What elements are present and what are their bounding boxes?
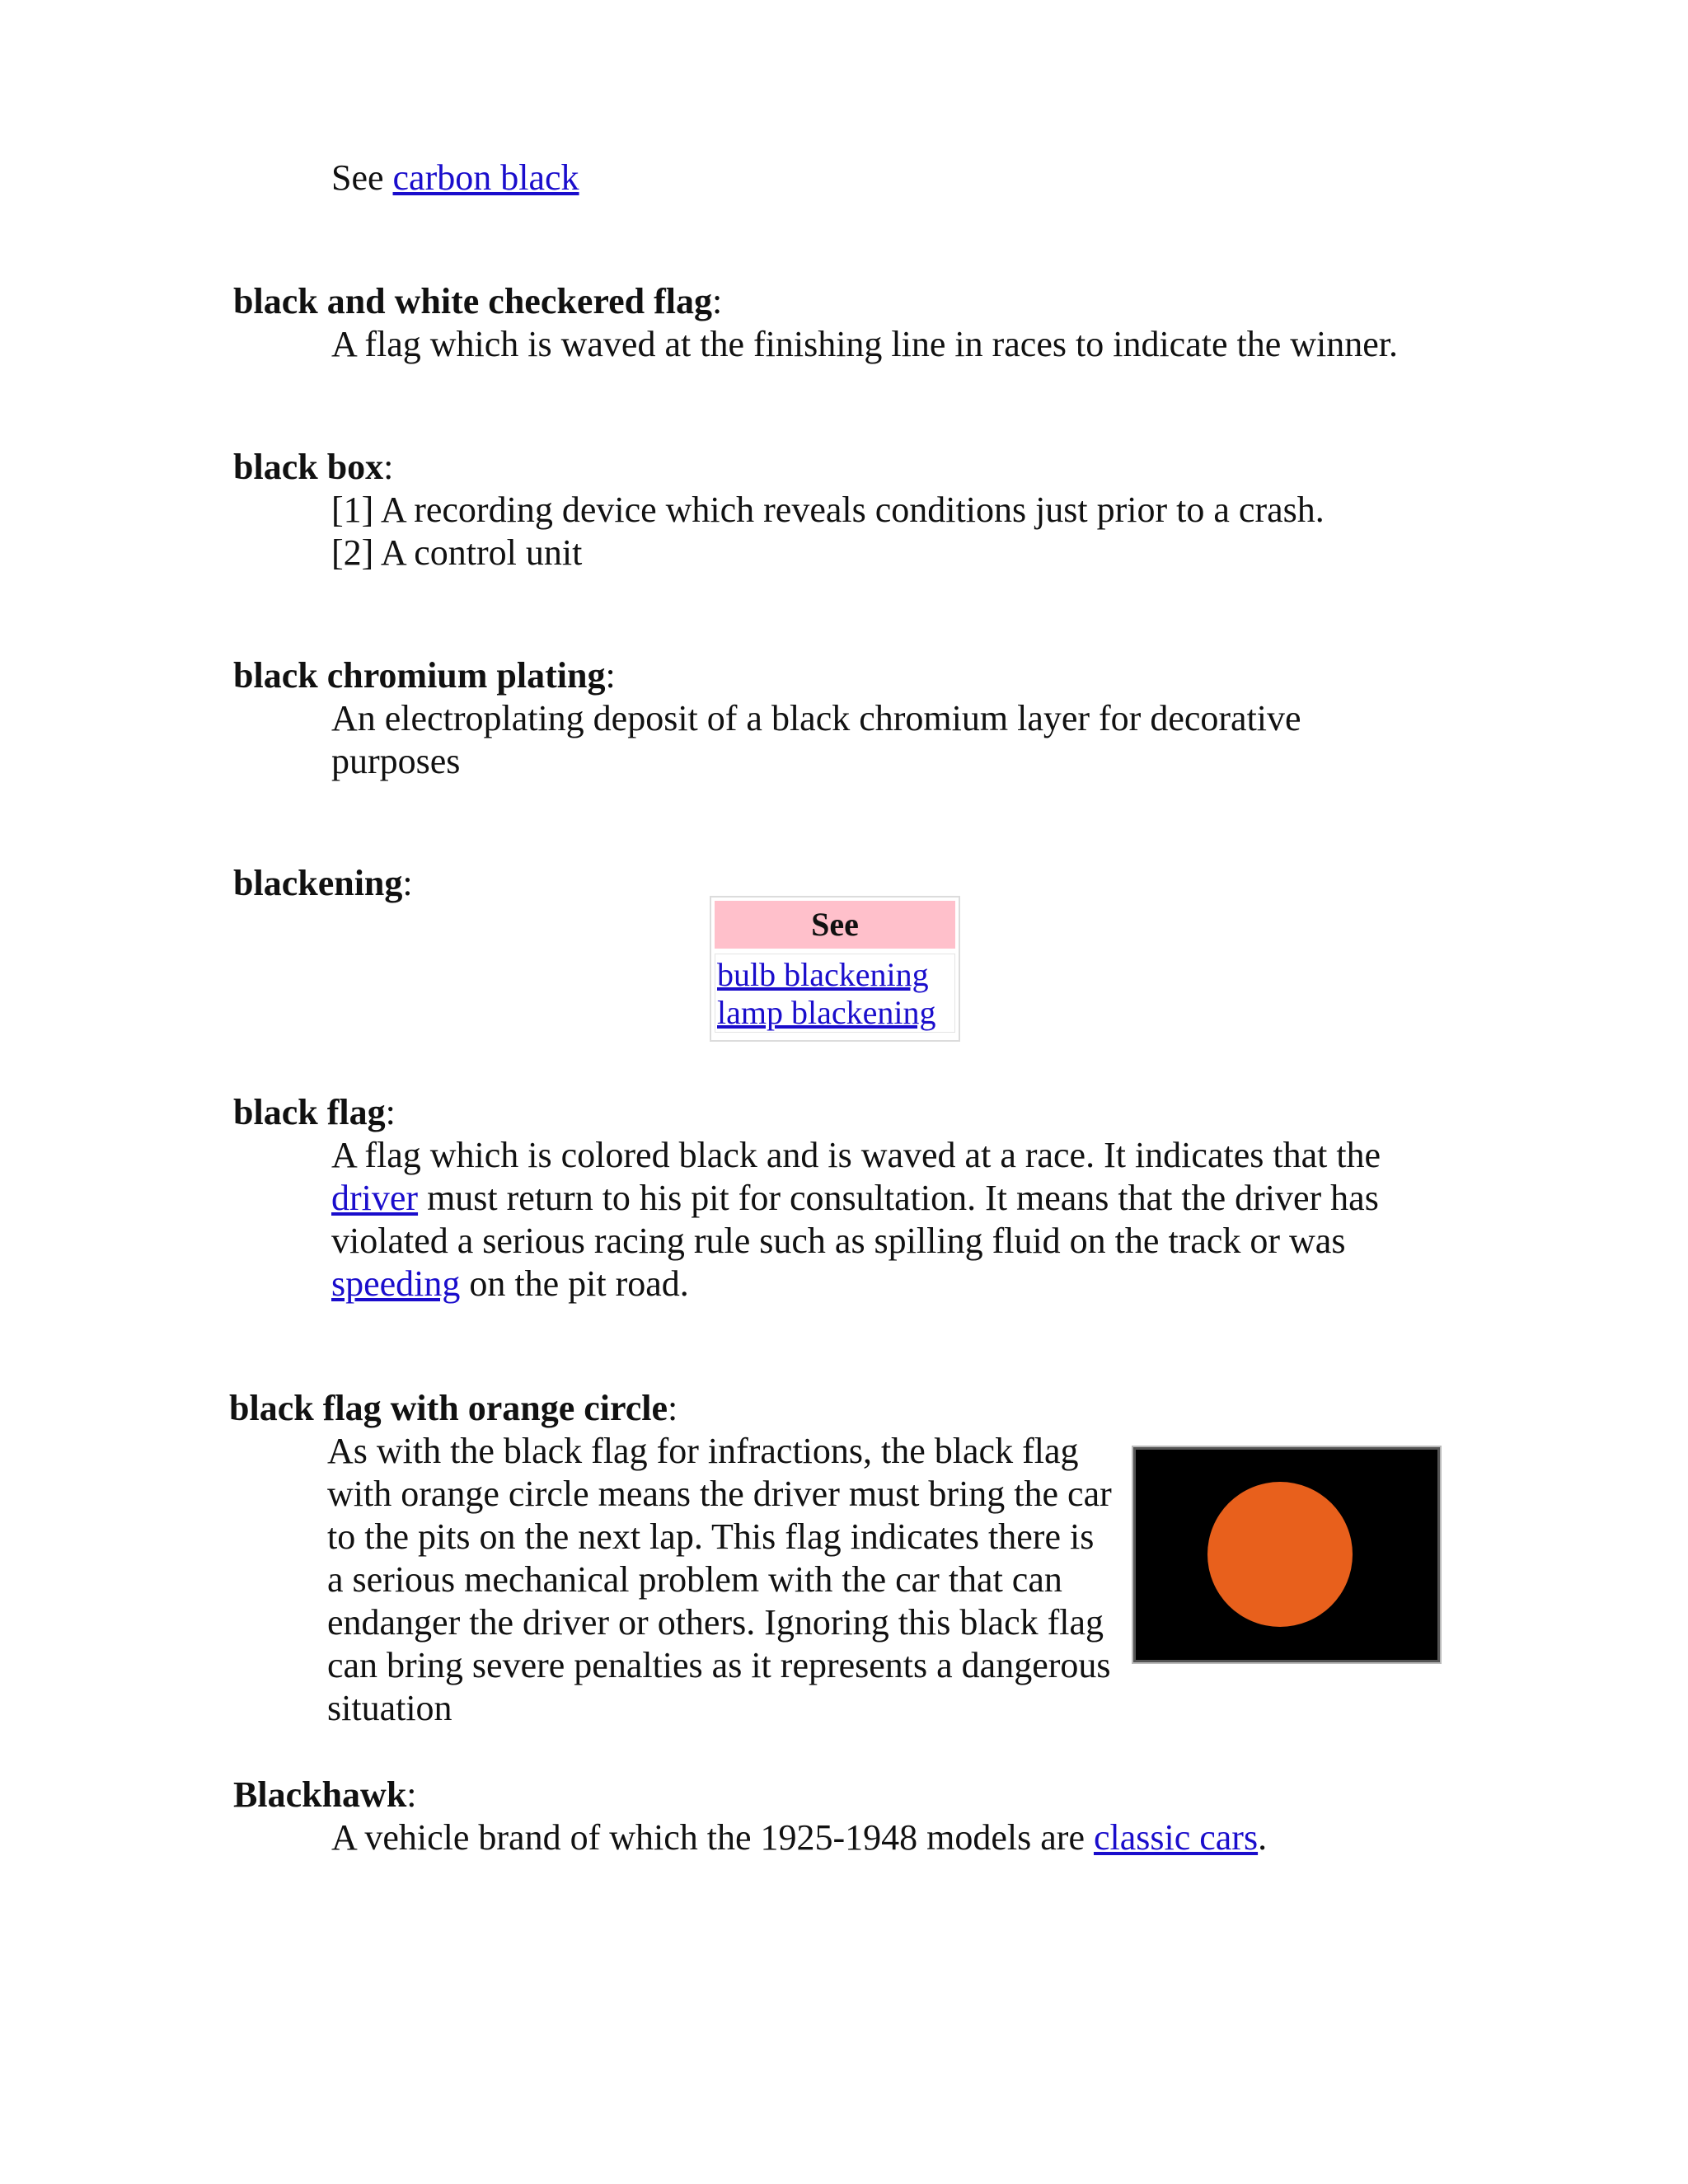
definition-orange-flag-7: situation <box>327 1688 452 1728</box>
definition-black-flag-4 <box>331 1263 689 1305</box>
black-flag-orange-circle-image <box>1133 1447 1440 1662</box>
driver-link[interactable]: driver <box>331 1178 419 1218</box>
see-prefix: See <box>331 157 393 198</box>
term-title: black flag <box>233 1092 386 1132</box>
definition-orange-flag-2: with orange circle means the driver must bring the car <box>327 1474 1112 1514</box>
term-title: Blackhawk <box>233 1774 407 1815</box>
term-colon: : <box>402 863 413 903</box>
definition-text: must return to his pit for consultation. It means that the driver has <box>418 1178 1379 1218</box>
definition-orange-flag-1: As with the black flag for infractions, the black flag <box>327 1431 1079 1471</box>
term-title: black box <box>233 447 384 487</box>
term-black-flag <box>233 1091 396 1134</box>
definition-black-box-2: [2] A control unit <box>331 532 583 573</box>
definition-blackhawk <box>331 1816 1267 1859</box>
definition-period: . <box>1258 1817 1268 1858</box>
term-title: black chromium plating <box>233 655 606 696</box>
term-title: black flag with orange circle <box>229 1388 668 1428</box>
bulb-blackening-link[interactable]: bulb blackening <box>717 956 929 993</box>
term-checkered-flag <box>233 280 722 323</box>
definition-orange-flag-4: a serious mechanical problem with the car that can <box>327 1559 1062 1600</box>
definition-black-box-1: [1] A recording device which reveals conditions just prior to a crash. <box>331 490 1325 530</box>
see-carbon-black <box>331 157 579 199</box>
definition-black-flag-2 <box>331 1177 1379 1220</box>
term-blackening <box>233 862 413 905</box>
term-colon: : <box>385 1092 396 1132</box>
term-black-box <box>233 446 393 489</box>
definition-text: on the pit road. <box>460 1263 689 1304</box>
term-colon: : <box>406 1774 417 1815</box>
definition-chromium-plating-1: An electroplating deposit of a black chromium layer for decorative <box>331 698 1301 738</box>
definition-orange-flag-3: to the pits on the next lap. This flag indicates there is <box>327 1516 1095 1557</box>
term-title: black and white checkered flag <box>233 281 712 321</box>
see-table-body <box>715 954 955 1033</box>
term-orange-circle-flag <box>229 1387 678 1430</box>
term-colon: : <box>383 447 394 487</box>
term-colon: : <box>605 655 616 696</box>
definition-orange-flag-5: endanger the driver or others. Ignoring this black flag <box>327 1602 1104 1643</box>
term-title: blackening <box>233 863 403 903</box>
orange-circle <box>1207 1482 1353 1627</box>
carbon-black-link[interactable]: carbon black <box>392 157 579 198</box>
definition-orange-flag-6: can bring severe penalties as it represents a dangerous <box>327 1645 1111 1685</box>
definition-text: A vehicle brand of which the 1925-1948 models are <box>331 1817 1094 1858</box>
term-colon: : <box>668 1388 678 1428</box>
term-blackhawk <box>233 1774 417 1816</box>
see-also-table <box>710 896 960 1042</box>
definition-black-flag-3: violated a serious racing rule such as spilling fluid on the track or was <box>331 1221 1346 1261</box>
see-table-header: See <box>715 901 955 949</box>
lamp-blackening-link[interactable]: lamp blackening <box>717 994 936 1031</box>
term-chromium-plating <box>233 654 616 697</box>
term-colon: : <box>711 281 723 321</box>
definition-checkered-flag: A flag which is waved at the finishing line in races to indicate the winner. <box>331 324 1398 364</box>
definition-black-flag-1: A flag which is colored black and is waved at a race. It indicates that the <box>331 1135 1381 1175</box>
classic-cars-link[interactable]: classic cars <box>1093 1817 1259 1858</box>
speeding-link[interactable]: speeding <box>331 1263 461 1304</box>
definition-chromium-plating-2: purposes <box>331 741 461 781</box>
